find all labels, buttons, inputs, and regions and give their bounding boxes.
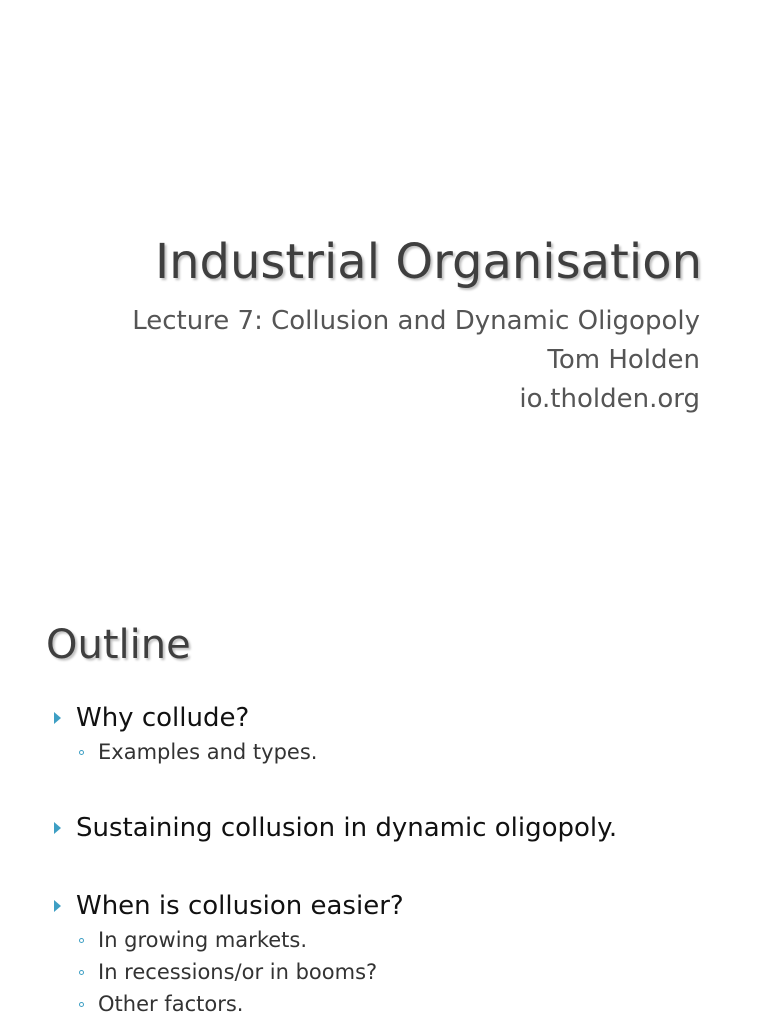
bullet-item bbox=[54, 810, 617, 846]
sub-bullet-text: Examples and types. bbox=[98, 740, 318, 764]
triangle-right-icon bbox=[54, 712, 61, 724]
subtitle-author: Tom Holden bbox=[547, 345, 700, 375]
subtitle-lecture: Lecture 7: Collusion and Dynamic Oligopoly bbox=[132, 306, 700, 336]
sub-bullet-text: Other factors. bbox=[98, 992, 244, 1016]
bullet-item bbox=[54, 700, 317, 768]
hollow-circle-icon bbox=[79, 750, 84, 755]
triangle-right-icon bbox=[54, 822, 61, 834]
bullet-text: Why collude? bbox=[76, 703, 250, 733]
bullet-text: Sustaining collusion in dynamic oligopoly. bbox=[76, 813, 618, 843]
hollow-circle-icon bbox=[79, 938, 84, 943]
sub-bullet-item bbox=[54, 956, 404, 988]
outline-title: Outline bbox=[46, 622, 191, 668]
sub-bullet-text: In recessions/or in booms? bbox=[98, 960, 378, 984]
hollow-circle-icon bbox=[79, 970, 84, 975]
slide-title: Industrial Organisation bbox=[154, 234, 702, 290]
subtitle-website: io.tholden.org bbox=[519, 384, 700, 414]
subtitle-block bbox=[132, 302, 700, 419]
sub-bullet-item bbox=[54, 736, 317, 768]
triangle-right-icon bbox=[54, 900, 61, 912]
sub-bullet-item bbox=[54, 988, 404, 1020]
bullet-item bbox=[54, 888, 404, 1020]
bullet-text: When is collusion easier? bbox=[76, 891, 404, 921]
hollow-circle-icon bbox=[79, 1002, 84, 1007]
sub-bullet-text: In growing markets. bbox=[98, 928, 307, 952]
outline-slide bbox=[0, 576, 768, 1024]
sub-bullet-item bbox=[54, 924, 404, 956]
